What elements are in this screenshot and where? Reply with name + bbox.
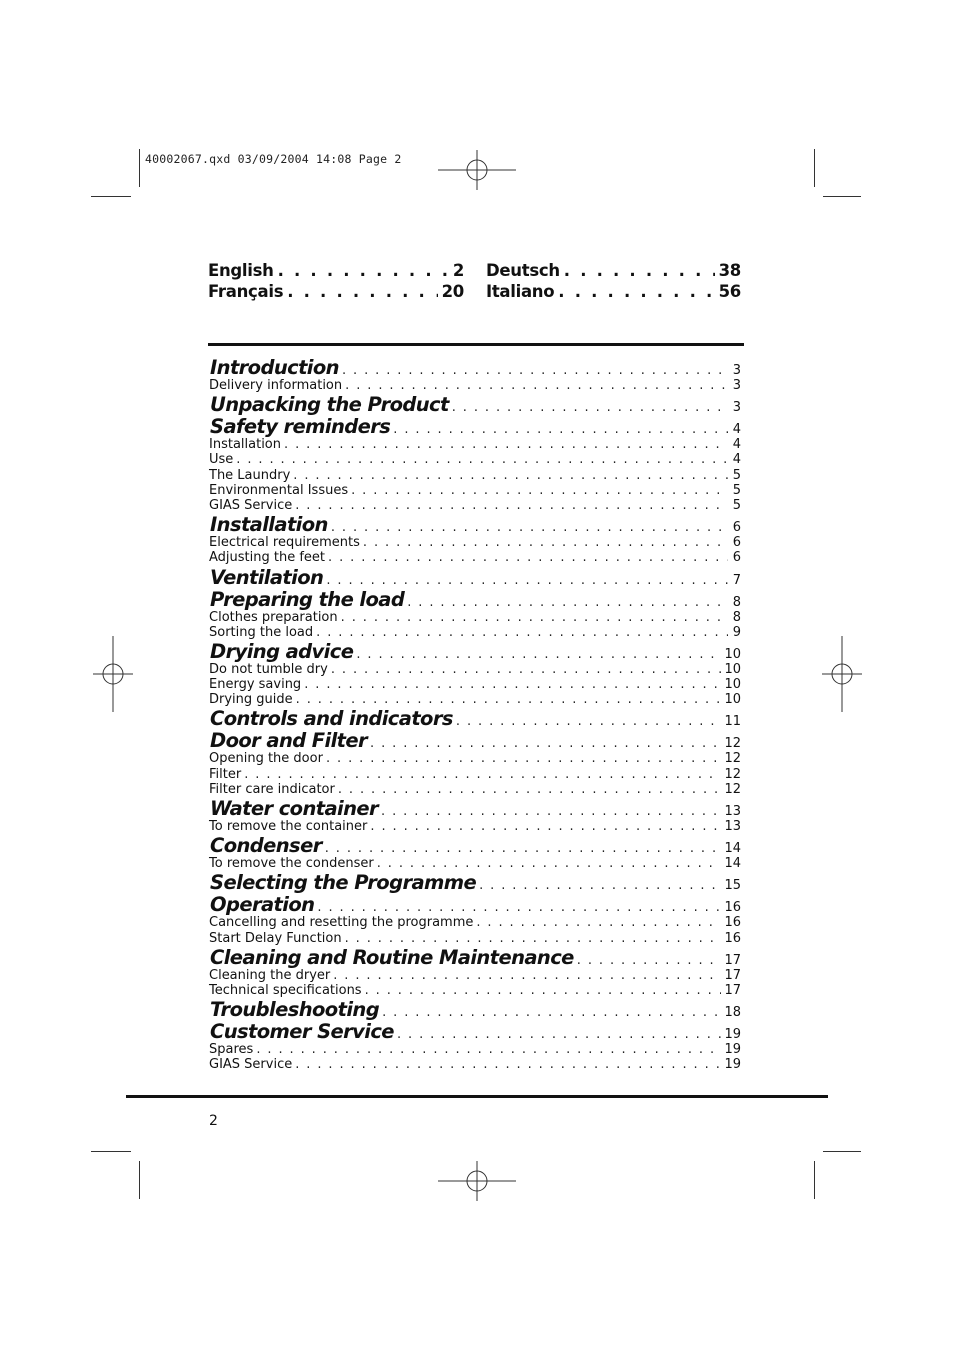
toc-page: 5 xyxy=(732,467,741,483)
toc-page: 14 xyxy=(724,856,741,872)
toc-page: 12 xyxy=(724,781,741,797)
toc-page: 8 xyxy=(732,594,741,610)
language-index-left xyxy=(208,261,464,303)
toc-title: Opening the door xyxy=(209,751,323,767)
toc-subentry[interactable] xyxy=(209,819,741,834)
toc-subentry[interactable] xyxy=(209,692,741,707)
toc-title: Cleaning and Routine Maintenance xyxy=(210,945,574,969)
toc-title: Safety reminders xyxy=(210,415,391,439)
toc-heading[interactable] xyxy=(209,588,741,610)
toc-title: Filter care indicator xyxy=(209,781,335,797)
toc-heading[interactable] xyxy=(209,893,741,915)
toc-subentry[interactable] xyxy=(209,550,741,565)
toc-page: 6 xyxy=(732,520,741,536)
dot-leader xyxy=(365,983,722,998)
toc-title: The Laundry xyxy=(209,467,291,483)
dot-leader xyxy=(316,625,728,640)
toc-page: 4 xyxy=(732,422,741,438)
language-page: 20 xyxy=(441,282,464,301)
dot-leader xyxy=(304,677,721,692)
dot-leader xyxy=(295,1057,721,1072)
language-entry[interactable] xyxy=(208,261,464,282)
toc-heading[interactable] xyxy=(209,393,741,415)
toc-page: 3 xyxy=(732,400,741,416)
toc-page: 12 xyxy=(724,736,741,752)
dot-leader xyxy=(326,751,722,766)
dot-leader xyxy=(377,856,722,871)
language-entry[interactable] xyxy=(486,261,741,282)
toc-page: 6 xyxy=(732,535,741,551)
toc-subentry[interactable] xyxy=(209,677,741,692)
dot-leader xyxy=(363,535,728,550)
dot-leader xyxy=(479,878,721,893)
toc-subentry[interactable] xyxy=(209,931,741,946)
toc-heading[interactable] xyxy=(209,797,741,819)
dot-leader xyxy=(345,378,728,393)
dot-leader xyxy=(345,931,722,946)
crop-mark xyxy=(814,149,815,187)
language-index-right xyxy=(486,261,741,303)
crop-mark xyxy=(139,1161,140,1199)
toc-subentry[interactable] xyxy=(209,535,741,550)
toc-subentry[interactable] xyxy=(209,782,741,797)
toc-page: 13 xyxy=(724,819,741,834)
toc-heading[interactable] xyxy=(209,998,741,1020)
registration-mark-icon xyxy=(438,1161,516,1201)
dot-leader xyxy=(382,1005,721,1020)
dot-leader xyxy=(326,573,728,588)
dot-leader xyxy=(476,915,721,930)
dot-leader xyxy=(256,1042,721,1057)
toc-heading[interactable] xyxy=(209,513,741,535)
toc-subentry[interactable] xyxy=(209,751,741,766)
crop-mark xyxy=(814,1161,815,1199)
toc-page: 10 xyxy=(724,677,741,693)
language-entry[interactable] xyxy=(486,282,741,303)
toc-page: 15 xyxy=(724,878,741,894)
dot-leader xyxy=(328,550,728,565)
toc-title: Selecting the Programme xyxy=(210,871,477,895)
dot-leader xyxy=(393,422,728,437)
registration-mark-icon xyxy=(438,150,516,190)
toc-heading[interactable] xyxy=(209,415,741,437)
dot-leader xyxy=(333,968,721,983)
toc-subentry[interactable] xyxy=(209,856,741,871)
toc-page: 5 xyxy=(732,482,741,498)
toc-page: 18 xyxy=(724,1005,741,1021)
toc-title: Water container xyxy=(210,797,379,820)
dot-leader xyxy=(236,452,728,467)
toc-page: 9 xyxy=(732,624,741,640)
toc-page: 10 xyxy=(724,692,741,708)
toc-title: To remove the condenser xyxy=(209,856,374,872)
toc-subentry[interactable] xyxy=(209,468,741,483)
toc-title: Preparing the load xyxy=(210,587,405,611)
toc-page: 8 xyxy=(732,609,741,625)
toc-title: Adjusting the feet xyxy=(209,550,326,566)
toc-subentry[interactable] xyxy=(209,662,741,677)
toc-heading[interactable] xyxy=(209,566,741,588)
toc-subentry[interactable] xyxy=(209,498,741,513)
dot-leader xyxy=(295,498,728,513)
top-rule xyxy=(208,343,744,346)
toc-title: Electrical requirements xyxy=(209,535,360,551)
print-slug: 40002067.qxd 03/09/2004 14:08 Page 2 xyxy=(145,152,402,166)
toc-title: Introduction xyxy=(210,356,339,379)
toc-page: 10 xyxy=(724,661,741,677)
toc-title: Installation xyxy=(210,513,328,537)
toc-title: Customer Service xyxy=(210,1020,394,1044)
language-name: Italiano xyxy=(486,282,555,301)
toc-title: Operation xyxy=(210,893,315,917)
toc-heading[interactable] xyxy=(209,640,741,662)
language-page: 2 xyxy=(452,261,464,280)
crop-mark xyxy=(91,1151,131,1152)
toc-title: Energy saving xyxy=(209,677,302,693)
toc-page: 16 xyxy=(724,930,741,946)
toc-title: Filter xyxy=(209,766,242,782)
toc-title: Unpacking the Product xyxy=(210,393,449,417)
toc-title: Use xyxy=(209,452,234,468)
toc-title: Troubleshooting xyxy=(210,998,380,1022)
dot-leader xyxy=(284,437,728,452)
crop-mark xyxy=(823,1151,861,1152)
dot-leader xyxy=(296,692,722,707)
dot-leader xyxy=(356,647,721,662)
dot-leader xyxy=(325,841,722,856)
toc-page: 11 xyxy=(724,714,741,730)
toc-title: Spares xyxy=(209,1042,254,1058)
toc-subentry[interactable] xyxy=(209,1057,741,1072)
toc-heading[interactable] xyxy=(209,707,741,729)
toc-title: Delivery information xyxy=(209,378,343,393)
toc-page: 6 xyxy=(732,550,741,566)
toc-title: Clothes preparation xyxy=(209,609,338,625)
toc-title: Cleaning the dryer xyxy=(209,967,331,983)
toc-title: Environmental Issues xyxy=(209,482,349,498)
table-of-contents xyxy=(209,356,741,1073)
toc-page: 17 xyxy=(724,967,741,983)
toc-page: 3 xyxy=(732,363,741,378)
toc-subentry[interactable] xyxy=(209,767,741,782)
toc-subentry[interactable] xyxy=(209,452,741,467)
toc-subentry[interactable] xyxy=(209,625,741,640)
dot-leader xyxy=(456,714,722,729)
toc-page: 16 xyxy=(724,915,741,931)
language-name: English xyxy=(208,261,274,280)
dot-leader xyxy=(407,595,728,610)
toc-page: 4 xyxy=(732,452,741,468)
toc-page: 5 xyxy=(732,497,741,513)
toc-subentry[interactable] xyxy=(209,483,741,498)
toc-title: Start Delay Function xyxy=(209,930,342,946)
toc-page: 4 xyxy=(732,437,741,453)
dot-leader xyxy=(338,782,722,797)
dot-leader xyxy=(331,662,722,677)
toc-page: 16 xyxy=(724,900,741,916)
toc-title: Condenser xyxy=(210,834,322,858)
toc-page: 19 xyxy=(724,1027,741,1043)
toc-heading[interactable] xyxy=(209,871,741,893)
dot-leader xyxy=(370,736,721,751)
toc-title: GIAS Service xyxy=(209,497,293,513)
dot-leader xyxy=(381,804,721,819)
toc-title: Controls and indicators xyxy=(210,707,453,731)
language-page: 38 xyxy=(718,261,741,280)
toc-title: Cancelling and resetting the programme xyxy=(209,915,474,931)
dot-leader xyxy=(452,400,728,415)
dot-leader xyxy=(342,363,728,378)
crop-mark xyxy=(91,196,131,197)
toc-title: Drying guide xyxy=(209,692,293,708)
crop-mark xyxy=(823,196,861,197)
toc-subentry[interactable] xyxy=(209,437,741,452)
registration-mark-icon xyxy=(822,636,862,712)
toc-page: 14 xyxy=(724,841,741,857)
toc-page: 12 xyxy=(724,751,741,767)
toc-title: Sorting the load xyxy=(209,624,314,640)
toc-subentry[interactable] xyxy=(209,610,741,625)
toc-heading[interactable] xyxy=(209,1020,741,1042)
toc-page: 12 xyxy=(724,766,741,782)
toc-page: 3 xyxy=(732,378,741,393)
toc-subentry[interactable] xyxy=(209,915,741,930)
registration-mark-icon xyxy=(93,636,133,712)
toc-page: 7 xyxy=(732,572,741,588)
toc-page: 17 xyxy=(724,982,741,998)
toc-subentry[interactable] xyxy=(209,378,741,393)
toc-heading[interactable] xyxy=(209,356,741,378)
toc-heading[interactable] xyxy=(209,946,741,968)
dot-leader xyxy=(370,819,721,834)
toc-title: Ventilation xyxy=(210,565,324,589)
toc-page: 19 xyxy=(724,1042,741,1058)
toc-subentry[interactable] xyxy=(209,983,741,998)
toc-title: Technical specifications xyxy=(209,982,362,998)
dot-leader xyxy=(341,610,728,625)
toc-title: Door and Filter xyxy=(210,729,368,753)
dot-leader xyxy=(293,468,728,483)
toc-heading[interactable] xyxy=(209,834,741,856)
toc-title: Installation xyxy=(209,437,282,453)
dot-leader xyxy=(244,767,721,782)
toc-title: GIAS Service xyxy=(209,1057,293,1073)
toc-page: 17 xyxy=(724,952,741,968)
dot-leader xyxy=(331,520,728,535)
language-page: 56 xyxy=(718,282,741,301)
dot-leader xyxy=(577,953,722,968)
crop-mark xyxy=(139,149,140,187)
dot-leader xyxy=(397,1027,722,1042)
toc-title: Do not tumble dry xyxy=(209,661,328,677)
toc-page: 19 xyxy=(724,1057,741,1073)
toc-title: To remove the container xyxy=(209,819,368,834)
toc-subentry[interactable] xyxy=(209,968,741,983)
toc-heading[interactable] xyxy=(209,729,741,751)
language-name: Deutsch xyxy=(486,261,560,280)
toc-page: 10 xyxy=(724,646,741,662)
dot-leader xyxy=(317,900,721,915)
toc-title: Drying advice xyxy=(210,639,354,663)
dot-leader xyxy=(351,483,728,498)
language-name: Français xyxy=(208,282,284,301)
language-entry[interactable] xyxy=(208,282,464,303)
page-number: 2 xyxy=(209,1113,218,1129)
toc-subentry[interactable] xyxy=(209,1042,741,1057)
toc-page: 13 xyxy=(724,804,741,819)
bottom-rule xyxy=(126,1095,828,1098)
